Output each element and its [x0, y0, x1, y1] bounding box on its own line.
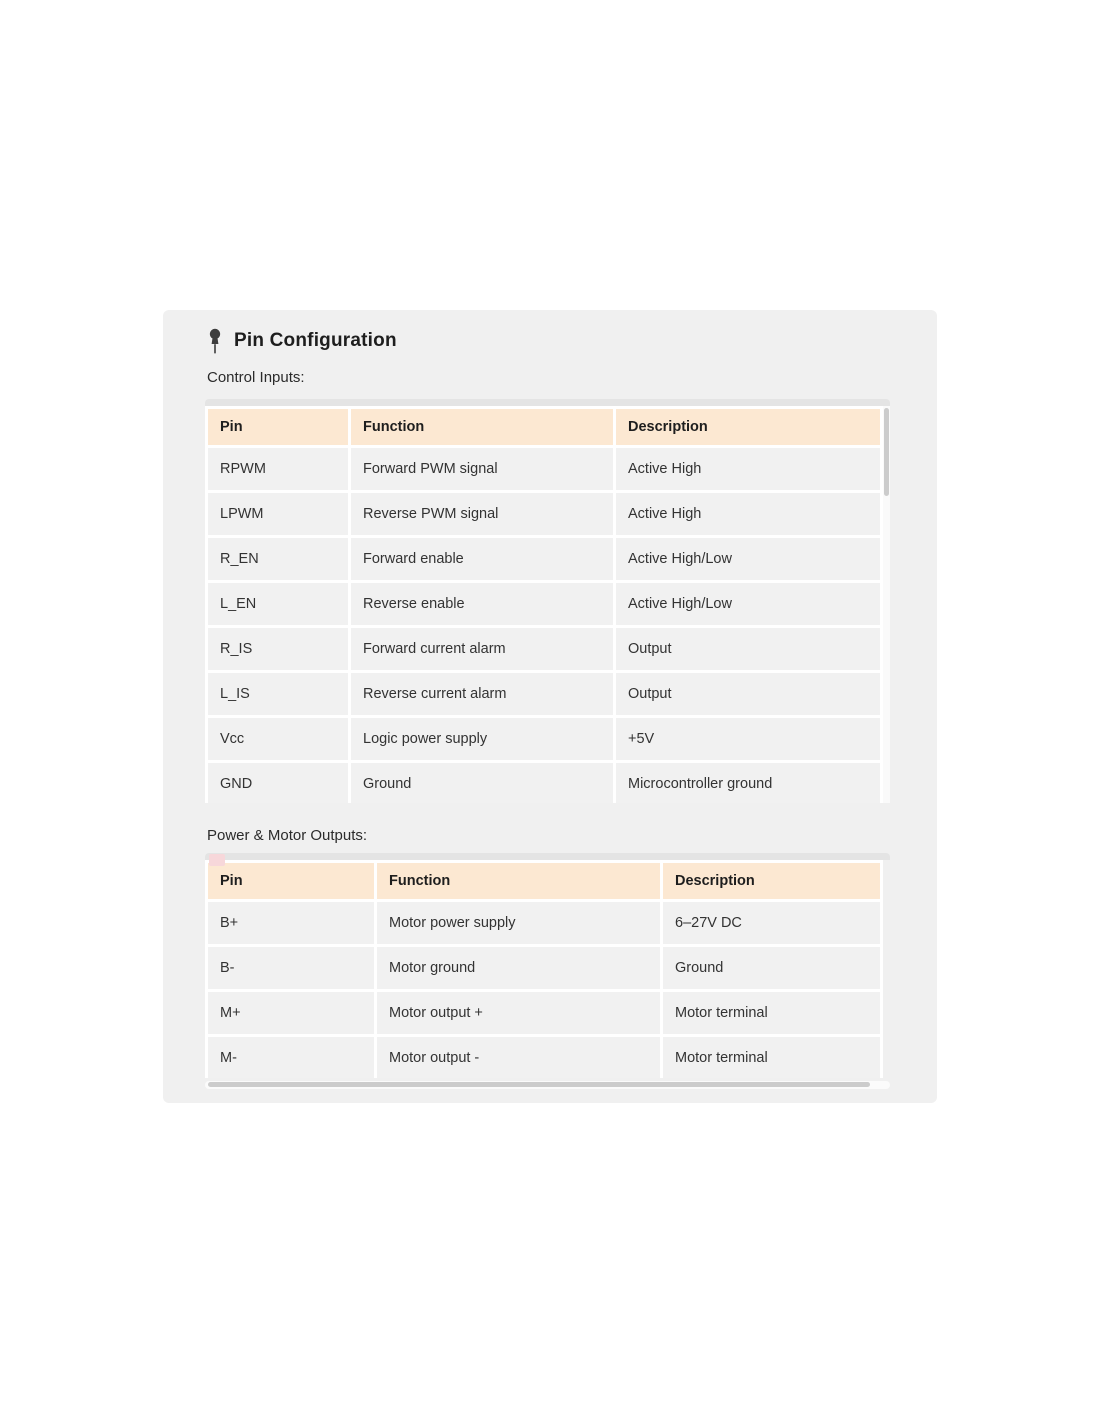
table-cell-function: Motor ground — [377, 947, 660, 989]
power-outputs-table — [205, 860, 883, 1078]
pushpin-icon — [207, 328, 223, 355]
table-cell-function: Forward current alarm — [351, 628, 613, 670]
table-cell-function: Reverse enable — [351, 583, 613, 625]
table-cell-description: Motor terminal — [663, 992, 880, 1034]
table-cell-pin: B- — [208, 947, 374, 989]
table-row — [208, 902, 880, 944]
table-cell-description: Output — [616, 673, 880, 715]
table-cell-pin: GND — [208, 763, 348, 803]
table-cell-description: Ground — [663, 947, 880, 989]
table-cell-pin: RPWM — [208, 448, 348, 490]
table-cell-description: Active High/Low — [616, 583, 880, 625]
corner-accent — [209, 854, 225, 866]
table-cell-function: Reverse current alarm — [351, 673, 613, 715]
table-cell-pin: M+ — [208, 992, 374, 1034]
table-cell-function: Forward enable — [351, 538, 613, 580]
table-cell-function: Forward PWM signal — [351, 448, 613, 490]
column-header-pin: Pin — [208, 409, 348, 445]
column-header-function: Function — [377, 863, 660, 899]
table-cell-function: Reverse PWM signal — [351, 493, 613, 535]
table-row — [208, 992, 880, 1034]
table-top-edge — [205, 853, 890, 860]
table-row — [208, 947, 880, 989]
control-inputs-table-container — [205, 399, 890, 803]
table-row — [208, 718, 880, 760]
table-cell-description: +5V — [616, 718, 880, 760]
table-cell-pin: M- — [208, 1037, 374, 1078]
table-row — [208, 448, 880, 490]
control-inputs-table — [205, 406, 883, 803]
table-cell-function: Logic power supply — [351, 718, 613, 760]
power-outputs-table-container — [205, 853, 890, 1078]
horizontal-scrollbar-thumb[interactable] — [208, 1082, 870, 1087]
control-inputs-label: Control Inputs: — [207, 369, 305, 386]
table-cell-function: Motor power supply — [377, 902, 660, 944]
table-cell-pin: B+ — [208, 902, 374, 944]
table-cell-description: Motor terminal — [663, 1037, 880, 1078]
table-row — [208, 673, 880, 715]
table-cell-function: Motor output - — [377, 1037, 660, 1078]
section-heading — [163, 310, 937, 355]
table-cell-pin: LPWM — [208, 493, 348, 535]
horizontal-scrollbar-track[interactable] — [205, 1081, 890, 1089]
table-cell-description: Output — [616, 628, 880, 670]
table-header-row — [208, 409, 880, 445]
table-row — [208, 1037, 880, 1078]
vertical-scrollbar-thumb[interactable] — [884, 408, 889, 496]
table-row — [208, 583, 880, 625]
column-header-description: Description — [663, 863, 880, 899]
table-row — [208, 538, 880, 580]
column-header-description: Description — [616, 409, 880, 445]
table-cell-pin: R_EN — [208, 538, 348, 580]
page-title: Pin Configuration — [234, 330, 397, 351]
table-cell-description: 6–27V DC — [663, 902, 880, 944]
content-panel — [163, 310, 937, 1103]
power-motor-outputs-label: Power & Motor Outputs: — [207, 827, 368, 844]
column-header-function: Function — [351, 409, 613, 445]
table-cell-description: Active High — [616, 493, 880, 535]
table-cell-pin: L_EN — [208, 583, 348, 625]
table-cell-function: Ground — [351, 763, 613, 803]
column-header-pin: Pin — [208, 863, 374, 899]
table-cell-pin: L_IS — [208, 673, 348, 715]
table-row — [208, 763, 880, 803]
table-row — [208, 493, 880, 535]
table-cell-description: Microcontroller ground — [616, 763, 880, 803]
table-cell-description: Active High/Low — [616, 538, 880, 580]
vertical-scrollbar-track[interactable] — [883, 406, 890, 803]
table-cell-pin: Vcc — [208, 718, 348, 760]
table-cell-pin: R_IS — [208, 628, 348, 670]
table-header-row — [208, 863, 880, 899]
table-cell-description: Active High — [616, 448, 880, 490]
table-row — [208, 628, 880, 670]
table-cell-function: Motor output + — [377, 992, 660, 1034]
table-top-edge — [205, 399, 890, 406]
